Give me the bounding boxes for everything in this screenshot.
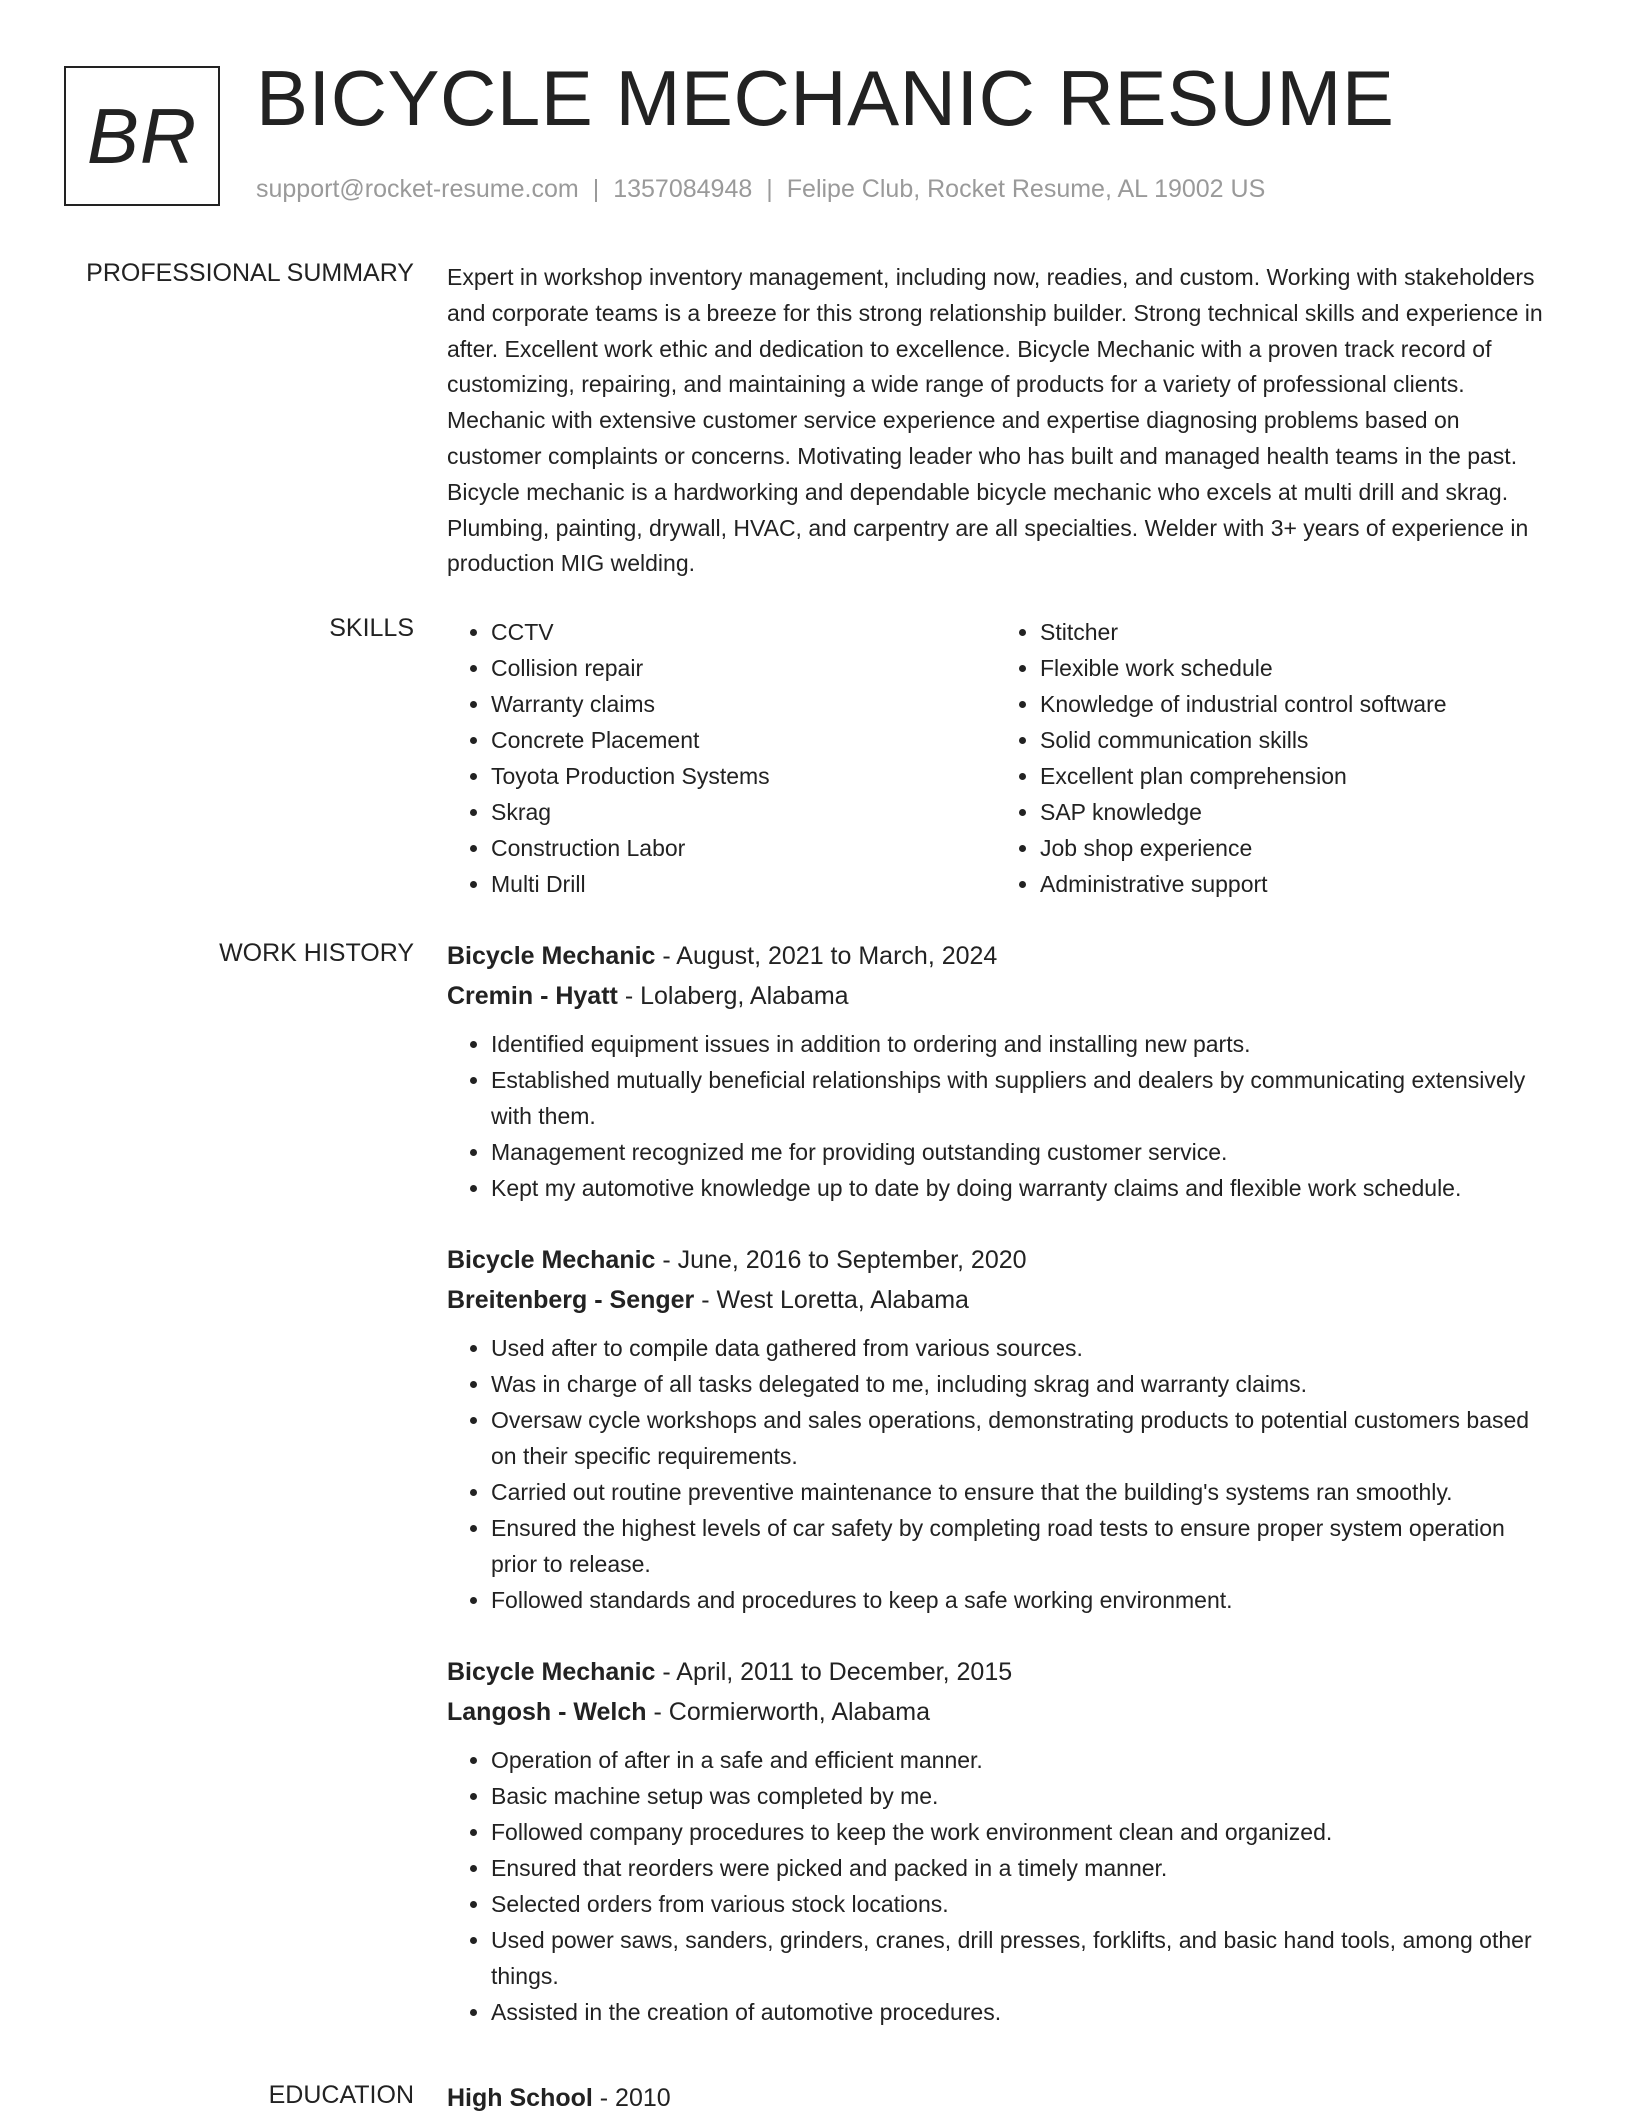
job-bullet: • Ensured that reorders were picked and packed in a timely manner. (491, 1850, 1557, 1886)
skill-item: • Concrete Placement (491, 722, 996, 758)
skill-item: • Warranty claims (491, 686, 996, 722)
skill-item: • Construction Labor (491, 830, 996, 866)
job-bullet: • Followed standards and procedures to keep a safe working environment. (491, 1582, 1557, 1618)
job-list (447, 936, 1557, 2064)
job-company-line (447, 976, 1557, 1016)
job-bullet: • Operation of after in a safe and efficient manner. (491, 1742, 1557, 1778)
job-title: Bicycle Mechanic (447, 1246, 656, 1274)
skill-item: • Flexible work schedule (1040, 650, 1545, 686)
job-entry (447, 936, 1557, 1206)
job-entry (447, 1652, 1557, 2030)
job-company-line (447, 1280, 1557, 1320)
contact-phone: 1357084948 (613, 175, 753, 203)
job-bullets (447, 1026, 1557, 1206)
skill-item: • Skrag (491, 794, 996, 830)
contact-separator: | (766, 175, 773, 203)
education-entry (447, 2078, 1557, 2118)
job-company: Cremin - Hyatt (447, 982, 618, 1010)
job-bullets (447, 1330, 1557, 1618)
summary-text: Expert in workshop inventory management, including now, readies, and custom. Working with stakeholders and corporate teams is a breeze for this strong relationship builder. Strong technical skills and experience in after. Excellent work ethic and dedication to excellence. Bicycle Mechanic with a proven track record of customizing, repairing, and maintaining a wide range of products for a variety of professional clients. Mechanic with extensive customer service experience and expertise diagnosing problems based on customer complaints or concerns. Motivating leader who has built and managed health teams in the past. Bicycle mechanic is a hardworking and dependable bicycle mechanic who excels at multi drill and skrag. Plumbing, painting, drywall, HVAC, and carpentry are all specialties. Welder with 3+ years of experience in production MIG welding. (447, 264, 1543, 577)
job-bullet: • Ensured the highest levels of car safety by completing road tests to ensure proper system operation prior to release. (491, 1510, 1557, 1582)
job-dates: - August, 2021 to March, 2024 (655, 942, 998, 970)
job-entry (447, 1240, 1557, 1618)
job-bullet: • Used power saws, sanders, grinders, cranes, drill presses, forklifts, and basic hand tools, among other things. (491, 1922, 1557, 1994)
skills-grid (447, 614, 1557, 902)
skill-item: • Administrative support (1040, 866, 1545, 902)
job-bullet: • Was in charge of all tasks delegated to me, including skrag and warranty claims. (491, 1366, 1557, 1402)
contact-email: support@rocket-resume.com (256, 175, 579, 203)
job-title-line (447, 1240, 1557, 1280)
skill-item: • Collision repair (491, 650, 996, 686)
skill-item: • Multi Drill (491, 866, 996, 902)
job-location: - Lolaberg, Alabama (617, 982, 849, 1010)
education-year: - 2010 (592, 2084, 671, 2112)
skill-item: • Knowledge of industrial control software (1040, 686, 1545, 722)
job-location: - Cormierworth, Alabama (646, 1698, 930, 1726)
monogram-logo: BR (64, 66, 220, 206)
job-bullet: • Used after to compile data gathered from various sources. (491, 1330, 1557, 1366)
job-title: Bicycle Mechanic (447, 1658, 656, 1686)
section-label-skills: SKILLS (329, 614, 414, 642)
skill-item: • SAP knowledge (1040, 794, 1545, 830)
contact-separator: | (592, 175, 600, 203)
job-location: - West Loretta, Alabama (694, 1286, 969, 1314)
job-title-line (447, 1652, 1557, 1692)
job-bullet: • Selected orders from various stock locations. (491, 1886, 1557, 1922)
skill-item: • CCTV (491, 614, 996, 650)
job-dates: - April, 2011 to December, 2015 (655, 1658, 1013, 1686)
contact-address: Felipe Club, Rocket Resume, AL 19002 US (786, 175, 1266, 203)
job-title-line (447, 936, 1557, 976)
skills-list-left (447, 614, 996, 902)
section-label-summary: PROFESSIONAL SUMMARY (86, 259, 414, 287)
job-company: Breitenberg - Senger (447, 1286, 695, 1314)
job-bullet: • Established mutually beneficial relationships with suppliers and dealers by communicating extensively with them. (491, 1062, 1557, 1134)
job-bullet: • Carried out routine preventive maintenance to ensure that the building's systems ran smoothly. (491, 1474, 1557, 1510)
skill-item: • Job shop experience (1040, 830, 1545, 866)
skill-item: • Toyota Production Systems (491, 758, 996, 794)
job-bullet: • Followed company procedures to keep the work environment clean and organized. (491, 1814, 1557, 1850)
job-company: Langosh - Welch (447, 1698, 647, 1726)
job-bullets (447, 1742, 1557, 2030)
resume-title: BICYCLE MECHANIC RESUME (256, 54, 1395, 142)
job-company-line (447, 1692, 1557, 1732)
job-dates: - June, 2016 to September, 2020 (655, 1246, 1027, 1274)
education-degree: High School (447, 2084, 593, 2112)
section-label-work: WORK HISTORY (219, 939, 414, 967)
job-title: Bicycle Mechanic (447, 942, 656, 970)
contact-line (256, 175, 1265, 204)
job-bullet: • Kept my automotive knowledge up to date by doing warranty claims and flexible work schedule. (491, 1170, 1557, 1206)
skill-item: • Excellent plan comprehension (1040, 758, 1545, 794)
job-bullet: • Assisted in the creation of automotive procedures. (491, 1994, 1557, 2030)
job-bullet: • Management recognized me for providing outstanding customer service. (491, 1134, 1557, 1170)
job-bullet: • Oversaw cycle workshops and sales operations, demonstrating products to potential customers based on their specific requirements. (491, 1402, 1557, 1474)
skill-item: • Stitcher (1040, 614, 1545, 650)
section-label-education: EDUCATION (268, 2081, 414, 2109)
job-bullet: • Identified equipment issues in addition to ordering and installing new parts. (491, 1026, 1557, 1062)
skill-item: • Solid communication skills (1040, 722, 1545, 758)
skills-list-right (996, 614, 1545, 902)
job-bullet: • Basic machine setup was completed by me. (491, 1778, 1557, 1814)
